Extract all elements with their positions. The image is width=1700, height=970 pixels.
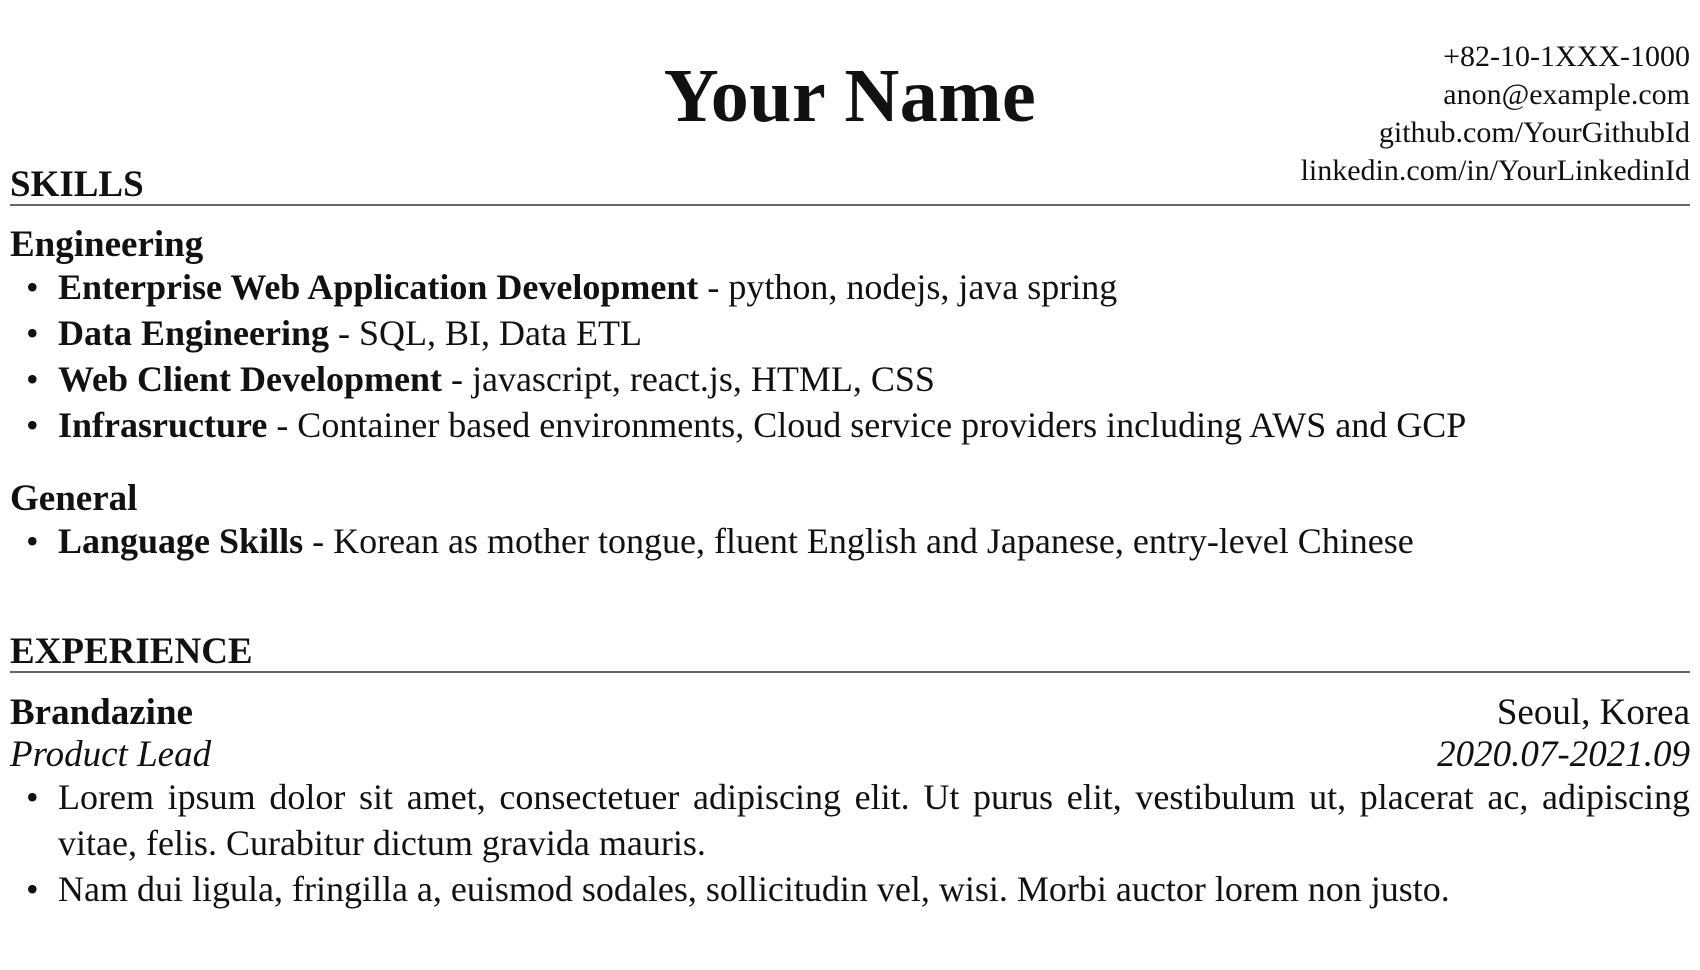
list-item (0, 264, 1690, 310)
list-item (0, 402, 1690, 448)
role-period: 2020.07-2021.09 (1437, 734, 1690, 775)
contact-email: anon@example.com (1443, 78, 1690, 111)
list-item (0, 518, 1690, 564)
skill-detail: - python, nodejs, java spring (698, 267, 1118, 307)
list-item: • Nam dui ligula, fringilla a, euismod sodales, sollicitudin vel, wisi. Morbi auctor lorem non justo. (0, 866, 1690, 912)
resume-name: Your Name (663, 54, 1037, 138)
skill-name: Data Engineering (58, 313, 330, 353)
contact-github: github.com/YourGithubId (1378, 116, 1690, 149)
role-title: Product Lead (10, 734, 212, 775)
skill-group-heading: Engineering (10, 224, 204, 265)
section-divider (10, 204, 1690, 206)
contact-block (1301, 38, 1690, 190)
company-location: Seoul, Korea (1496, 692, 1690, 733)
skill-detail: - SQL, BI, Data ETL (329, 313, 642, 353)
company-name: Brandazine (10, 692, 193, 733)
section-divider (10, 671, 1690, 673)
skill-detail: - Korean as mother tongue, fluent English and Japanese, entry-level Chinese (303, 521, 1414, 561)
skill-name: Enterprise Web Application Development (58, 267, 699, 307)
experience-bullets (0, 774, 1690, 912)
skill-detail: - Container based environments, Cloud service providers including AWS and GCP (267, 405, 1467, 445)
skill-name: Infrasructure (58, 405, 268, 445)
experience-role-row (10, 736, 1690, 773)
skill-list (0, 264, 1690, 448)
skill-detail: - javascript, react.js, HTML, CSS (441, 359, 935, 399)
skill-list (0, 518, 1690, 564)
contact-phone: +82-10-1XXX-1000 (1443, 40, 1690, 73)
experience-entry-header (10, 694, 1690, 731)
skill-name: Language Skills (58, 521, 304, 561)
skill-group-heading: General (10, 478, 138, 519)
section-title-skills: SKILLS (10, 164, 144, 205)
list-item (0, 310, 1690, 356)
list-item (0, 356, 1690, 402)
section-title-experience: EXPERIENCE (10, 631, 253, 672)
contact-linkedin: linkedin.com/in/YourLinkedinId (1300, 154, 1690, 187)
skill-name: Web Client Development (58, 359, 442, 399)
list-item: • Lorem ipsum dolor sit amet, consectetuer adipiscing elit. Ut purus elit, vestibulum ut, placerat ac, adipiscing vitae, felis. Curabitur dictum gravida mauris. (0, 774, 1690, 866)
